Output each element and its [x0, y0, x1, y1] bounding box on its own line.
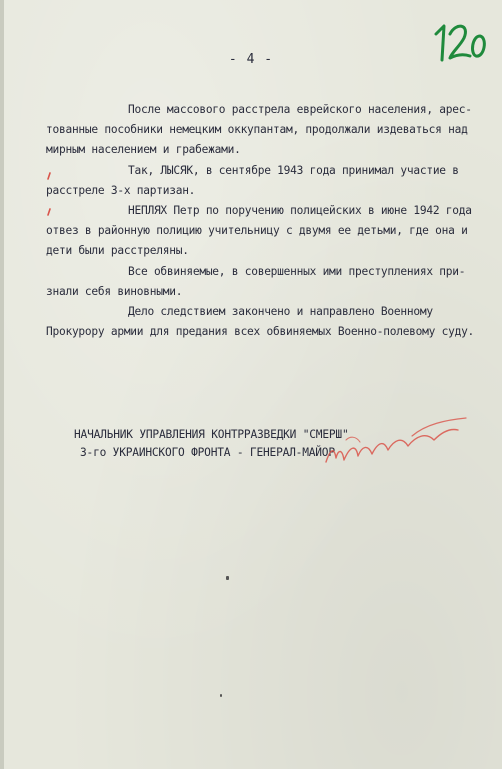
text-line: отвез в районную полицию учительницу с двумя ее детьми, где она и: [46, 224, 468, 237]
text-line: После массового расстрела еврейского населения, арес-: [128, 103, 472, 116]
paragraph-2: [46, 161, 496, 201]
text-line: Все обвиняемые, в совершенных ими преступлениях при-: [128, 265, 466, 278]
text-line: дети были расстреляны.: [46, 244, 189, 257]
page-edge: [0, 0, 4, 769]
page-number: - 4 -: [228, 52, 274, 67]
paragraph-4: [46, 262, 496, 302]
text-line: Дело следствием закончено и направлено Военному: [128, 305, 433, 318]
text-line: мирным населением и грабежами.: [46, 143, 241, 156]
signatory-title-line-1: НАЧАЛЬНИК УПРАВЛЕНИЯ КОНТРРАЗВЕДКИ "СМЕРШ": [74, 428, 349, 441]
paragraph-3: [46, 201, 496, 261]
text-line: НЕПЛЯХ Петр по поручению полицейских в июне 1942 года: [128, 204, 472, 217]
paragraph-1: [46, 100, 496, 160]
signatory-title-line-2: 3-го УКРАИНСКОГО ФРОНТА - ГЕНЕРАЛ-МАЙОР: [80, 446, 335, 459]
handwritten-signature: [316, 406, 486, 476]
paper-speck: [220, 694, 222, 697]
paragraph-5: [46, 302, 496, 342]
text-line: тованные пособники немецким оккупантам, продолжали издеваться над: [46, 123, 468, 136]
signature-block: [74, 426, 349, 462]
text-line: знали себя виновными.: [46, 285, 183, 298]
paper-speck: [226, 576, 229, 580]
text-line: Прокурору армии для предания всех обвиняемых Военно-полевому суду.: [46, 325, 475, 338]
text-line: Так, ЛЫСЯК, в сентябре 1943 года принимал участие в: [128, 164, 459, 177]
text-line: расстреле 3-х партизан.: [46, 184, 196, 197]
